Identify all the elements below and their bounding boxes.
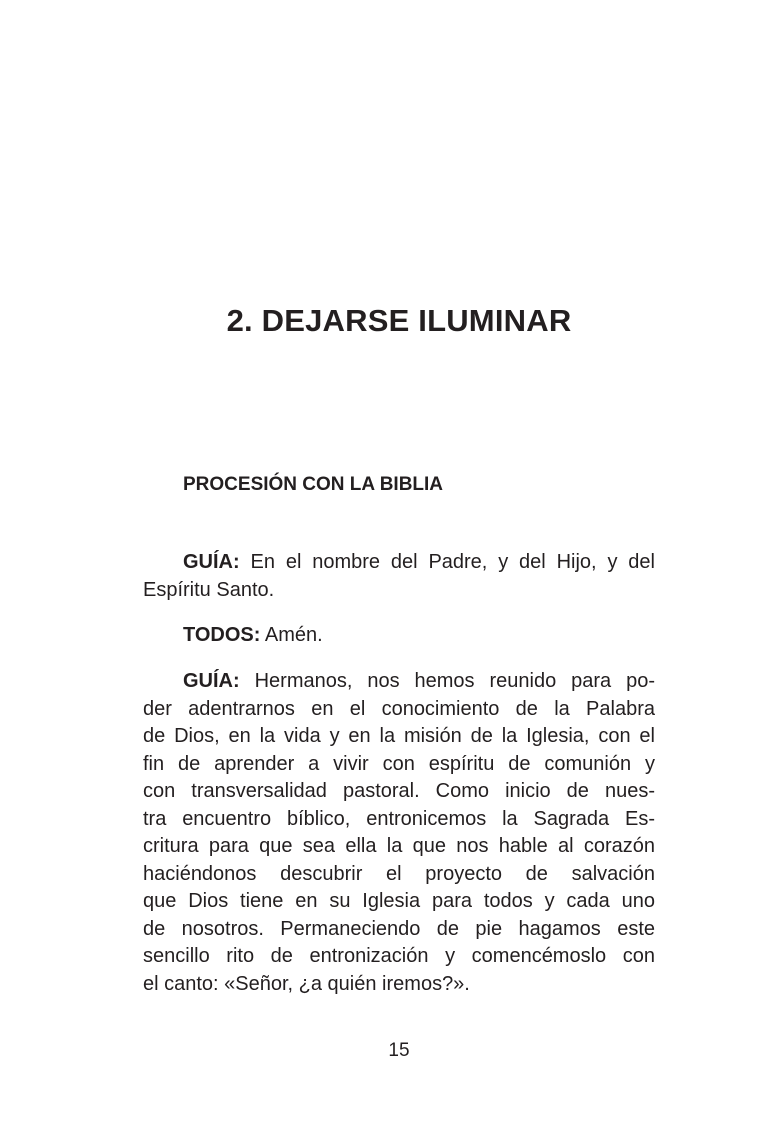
paragraph-text: En el nombre del Padre, y del Hijo, y del Espíritu Santo. <box>143 551 655 601</box>
speaker-label: GUÍA: <box>183 551 240 573</box>
paragraph-todos-response <box>143 622 655 650</box>
text-line: de nosotros. Permaneciendo de pie hagamos este <box>143 917 655 940</box>
text-line: GUÍA: Hermanos, nos hemos reunido para po- <box>183 670 655 692</box>
text-line: sencillo rito de entronización y comencémoslo con <box>143 945 655 967</box>
page-number: 15 <box>388 1040 410 1061</box>
text-line: el canto: «Señor, ¿a quién iremos?». <box>143 972 470 995</box>
paragraph-guia-introduction <box>143 668 655 998</box>
text-line: de Dios, en la vida y en la misión de la Iglesia, con el <box>143 725 655 747</box>
speaker-label: GUÍA: <box>183 670 240 692</box>
text-line: der adentrarnos en el conocimiento de la Palabra <box>143 697 655 720</box>
text-line: que Dios tiene en su Iglesia para todos y cada uno <box>143 890 655 912</box>
section-heading: PROCESIÓN CON LA BIBLIA <box>183 474 444 495</box>
paragraph-guia-opening <box>143 549 655 604</box>
text-line: critura para que sea ella la que nos hable al corazón <box>143 835 655 857</box>
chapter-title: 2. DEJARSE ILUMINAR <box>226 303 572 338</box>
paragraph-text: Amén. <box>260 624 323 646</box>
text-line: fin de aprender a vivir con espíritu de comunión y <box>143 752 655 775</box>
text-line: tra encuentro bíblico, entronicemos la Sagrada Es- <box>143 807 655 830</box>
text-line: haciéndonos descubrir el proyecto de salvación <box>143 862 655 885</box>
speaker-label: TODOS: <box>183 624 261 646</box>
text-line: con transversalidad pastoral. Como inicio de nues- <box>143 780 655 802</box>
